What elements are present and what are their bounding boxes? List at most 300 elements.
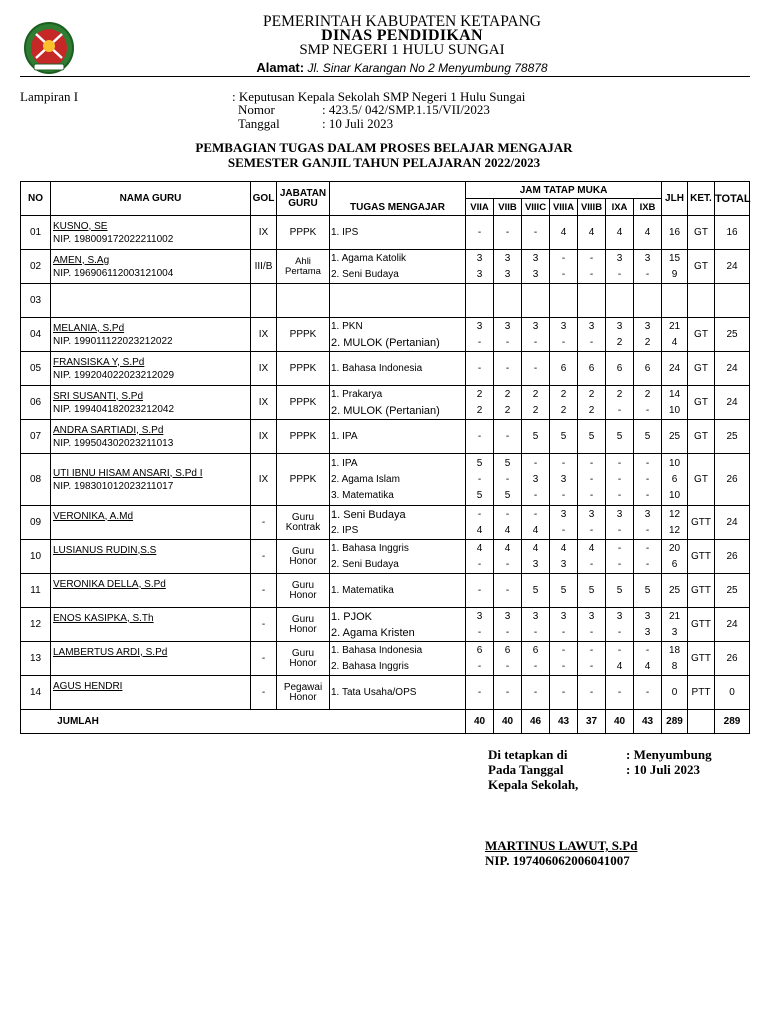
- hours-ixb: [634, 642, 662, 676]
- hour-value: 2: [476, 388, 483, 400]
- teacher-nip: NIP. 198009172022211002: [53, 233, 174, 245]
- hour-value: -: [477, 226, 482, 238]
- hours-viia: [466, 250, 494, 284]
- hours-viiia: [550, 506, 578, 540]
- teacher-gol: IX: [251, 454, 277, 506]
- hour-value: 5: [644, 584, 651, 596]
- ket-cell: GTT: [688, 506, 715, 540]
- hour-value: -: [617, 268, 622, 280]
- hour-value: 4: [476, 542, 483, 554]
- col-class-viiic: VIIIC: [522, 199, 550, 216]
- hours-ixa: [606, 386, 634, 420]
- subject-item: 1. Seni Budaya: [331, 508, 406, 521]
- table-row: [21, 454, 750, 506]
- jlh-cell: [662, 352, 688, 386]
- hour-value: -: [617, 686, 622, 698]
- hours-viiic: [522, 540, 550, 574]
- subjects-cell: [330, 420, 466, 454]
- total-cell: 24: [715, 352, 750, 386]
- total-cell: 26: [715, 642, 750, 676]
- jumlah-label: JUMLAH: [21, 710, 466, 734]
- teacher-name: VERONIKA DELLA, S.Pd: [53, 578, 166, 590]
- jlh-cell: [662, 318, 688, 352]
- jumlah-viiic: 46: [522, 710, 550, 734]
- hour-value: 2: [644, 388, 651, 400]
- hour-value: 2: [476, 404, 483, 416]
- address-label: Alamat:: [256, 60, 305, 75]
- hour-value: -: [505, 473, 510, 485]
- hour-value: -: [589, 336, 594, 348]
- hour-value: 3: [560, 610, 567, 622]
- teacher-gol: -: [251, 574, 277, 608]
- hour-value: 3: [532, 252, 539, 264]
- row-no: 02: [21, 250, 51, 284]
- hour-value: -: [477, 362, 482, 374]
- ket-cell: GTT: [688, 540, 715, 574]
- hour-value: 4: [504, 524, 511, 536]
- hours-viiia: [550, 216, 578, 250]
- row-no: 05: [21, 352, 51, 386]
- ket-cell: GT: [688, 216, 715, 250]
- hour-value: -: [589, 268, 594, 280]
- hours-viiic: [522, 352, 550, 386]
- hour-value: -: [505, 226, 510, 238]
- hours-viia: [466, 284, 494, 318]
- jumlah-ket: [688, 710, 715, 734]
- hours-viiib: [578, 676, 606, 710]
- teacher-cell: [51, 250, 251, 284]
- hour-value: 3: [560, 473, 567, 485]
- hours-viiib: [578, 352, 606, 386]
- hour-value: -: [533, 508, 538, 520]
- teacher-gol: IX: [251, 318, 277, 352]
- hours-viiic: [522, 420, 550, 454]
- col-no: NO: [21, 182, 51, 216]
- hours-viib: [494, 284, 522, 318]
- hour-value: -: [645, 558, 650, 570]
- hours-ixa: [606, 216, 634, 250]
- hour-value: 6: [504, 644, 511, 656]
- hours-viia: [466, 216, 494, 250]
- ket-cell: GT: [688, 420, 715, 454]
- jumlah-ixa: 40: [606, 710, 634, 734]
- hour-value: 2: [644, 336, 651, 348]
- hours-viib: [494, 676, 522, 710]
- teacher-nip: [53, 659, 250, 672]
- hour-value: 6: [532, 644, 539, 656]
- hour-value: 5: [504, 457, 511, 469]
- hour-value: 2: [616, 388, 623, 400]
- hour-value: -: [617, 626, 622, 638]
- col-jam-tatap-muka: JAM TATAP MUKA: [466, 182, 662, 199]
- hour-value: -: [645, 404, 650, 416]
- hours-viiib: [578, 386, 606, 420]
- jlh-cell: [662, 250, 688, 284]
- hours-viiia: [550, 574, 578, 608]
- hour-value: 5: [560, 584, 567, 596]
- teacher-nip: [53, 301, 250, 314]
- title-line-1: PEMBAGIAN TUGAS DALAM PROSES BELAJAR MENGAJAR: [195, 140, 573, 155]
- hour-value: 3: [504, 252, 511, 264]
- hour-value: 5: [476, 457, 483, 469]
- row-no: 04: [21, 318, 51, 352]
- subjects-cell: [330, 608, 466, 642]
- teacher-gol: IX: [251, 216, 277, 250]
- hours-viia: [466, 574, 494, 608]
- hour-value: -: [561, 524, 566, 536]
- hour-value: 3: [532, 610, 539, 622]
- hours-viib: [494, 506, 522, 540]
- teacher-jabatan: Guru Honor: [277, 608, 330, 642]
- hour-value: 3: [644, 626, 651, 638]
- teacher-cell: [51, 574, 251, 608]
- hour-value: 3: [476, 320, 483, 332]
- jlh-cell: [662, 420, 688, 454]
- total-cell: 25: [715, 420, 750, 454]
- hour-value: -: [617, 644, 622, 656]
- hour-value: 3: [588, 508, 595, 520]
- hours-viia: [466, 386, 494, 420]
- teacher-jabatan: PPPK: [277, 318, 330, 352]
- total-cell: 16: [715, 216, 750, 250]
- subjects-cell: [330, 352, 466, 386]
- ket-cell: GTT: [688, 642, 715, 676]
- jlh-value: 21: [668, 610, 681, 622]
- hour-value: 3: [560, 558, 567, 570]
- teacher-nip: [53, 591, 250, 604]
- jlh-value: 10: [668, 489, 681, 501]
- ket-cell: GT: [688, 386, 715, 420]
- jlh-value: 25: [668, 584, 681, 596]
- hour-value: [494, 293, 521, 309]
- subjects-cell: [330, 574, 466, 608]
- row-no: 06: [21, 386, 51, 420]
- table-row: [21, 250, 750, 284]
- hours-viiic: [522, 454, 550, 506]
- table-row: [21, 676, 750, 710]
- teacher-gol: III/B: [251, 250, 277, 284]
- subjects-cell: [330, 540, 466, 574]
- hour-value: -: [505, 336, 510, 348]
- teacher-gol: IX: [251, 352, 277, 386]
- teacher-cell: [51, 506, 251, 540]
- jumlah-viib: 40: [494, 710, 522, 734]
- hour-value: -: [477, 584, 482, 596]
- teacher-gol: IX: [251, 420, 277, 454]
- hours-viia: [466, 642, 494, 676]
- hour-value: 4: [644, 226, 651, 238]
- hours-viia: [466, 318, 494, 352]
- principal-name: MARTINUS LAWUT, S.Pd: [485, 838, 638, 853]
- hour-value: 4: [532, 542, 539, 554]
- principal-nip: NIP. 197406062006041007: [485, 853, 630, 868]
- hour-value: 2: [588, 404, 595, 416]
- ket-cell: GT: [688, 352, 715, 386]
- jlh-value: 14: [668, 388, 681, 400]
- hours-ixa: [606, 420, 634, 454]
- hours-viib: [494, 574, 522, 608]
- hours-ixa: [606, 318, 634, 352]
- hour-value: -: [561, 268, 566, 280]
- jlh-value: 20: [668, 542, 681, 554]
- hours-viib: [494, 250, 522, 284]
- row-no: 10: [21, 540, 51, 574]
- teacher-nip: NIP. 199204022023212029: [53, 369, 175, 381]
- col-class-viiib: VIIIB: [578, 199, 606, 216]
- table-row: [21, 284, 750, 318]
- teacher-jabatan: [277, 284, 330, 318]
- hour-value: -: [533, 626, 538, 638]
- lampiran-label: Lampiran I: [20, 89, 79, 104]
- hour-value: 5: [504, 489, 511, 501]
- total-cell: 25: [715, 574, 750, 608]
- total-cell: 26: [715, 454, 750, 506]
- teacher-nip: [53, 523, 250, 536]
- teacher-jabatan: PPPK: [277, 454, 330, 506]
- teacher-nip: NIP. 196906112003121004: [53, 267, 174, 279]
- hours-viiia: [550, 642, 578, 676]
- hour-value: 5: [616, 430, 623, 442]
- hour-value: 5: [588, 430, 595, 442]
- hours-viiic: [522, 284, 550, 318]
- hours-ixb: [634, 250, 662, 284]
- hour-value: -: [505, 508, 510, 520]
- lampiran-keputusan: : Keputusan Kepala Sekolah SMP Negeri 1 Hulu Sungai: [232, 89, 526, 104]
- hours-viiib: [578, 608, 606, 642]
- subject-item: 3. Matematika: [331, 489, 394, 501]
- hours-viiic: [522, 216, 550, 250]
- hour-value: 6: [588, 362, 595, 374]
- subject-item: 1. Prakarya: [331, 388, 383, 400]
- hour-value: 3: [644, 320, 651, 332]
- jlh-value: 4: [671, 336, 678, 348]
- hour-value: 4: [560, 542, 567, 554]
- subject-item: 1. PJOK: [331, 610, 372, 623]
- hour-value: 5: [644, 430, 651, 442]
- hour-value: -: [505, 584, 510, 596]
- subject-item: 1. Bahasa Indonesia: [331, 644, 423, 656]
- jumlah-viiia: 43: [550, 710, 578, 734]
- subject-item: 2. MULOK (Pertanian): [331, 336, 440, 349]
- subject-item: 1. IPA: [331, 430, 358, 442]
- jlh-cell: [662, 506, 688, 540]
- title-line-2: SEMESTER GANJIL TAHUN PELAJARAN 2022/2023: [227, 155, 541, 170]
- jlh-cell: [662, 642, 688, 676]
- teacher-name: UTI IBNU HISAM ANSARI, S.Pd I: [53, 467, 203, 479]
- teacher-nip: [53, 625, 250, 638]
- hours-viiic: [522, 642, 550, 676]
- hours-viib: [494, 386, 522, 420]
- row-no: 13: [21, 642, 51, 676]
- ket-cell: GT: [688, 318, 715, 352]
- hours-viiib: [578, 250, 606, 284]
- hour-value: -: [561, 252, 566, 264]
- hour-value: -: [477, 686, 482, 698]
- col-jabatan: JABATAN GURU: [277, 182, 330, 216]
- teacher-cell: [51, 386, 251, 420]
- hour-value: 3: [588, 320, 595, 332]
- hours-ixa: [606, 608, 634, 642]
- hours-viia: [466, 608, 494, 642]
- hour-value: -: [589, 558, 594, 570]
- hour-value: -: [477, 430, 482, 442]
- hour-value: -: [561, 644, 566, 656]
- hour-value: 2: [504, 404, 511, 416]
- jumlah-jlh: 289: [662, 710, 688, 734]
- header-school: SMP NEGERI 1 HULU SUNGAI: [299, 42, 505, 58]
- teacher-name: [53, 288, 250, 301]
- subject-item: 2. Bahasa Inggris: [331, 660, 409, 672]
- total-cell: 24: [715, 250, 750, 284]
- table-row: [21, 386, 750, 420]
- teacher-name: LUSIANUS RUDIN,S.S: [53, 544, 157, 556]
- ket-cell: PTT: [688, 676, 715, 710]
- jumlah-viiib: 37: [578, 710, 606, 734]
- total-cell: 25: [715, 318, 750, 352]
- subjects-cell: [330, 642, 466, 676]
- teacher-jabatan: PPPK: [277, 352, 330, 386]
- hour-value: -: [477, 558, 482, 570]
- table-row: [21, 540, 750, 574]
- hour-value: -: [561, 660, 566, 672]
- hour-value: [522, 293, 549, 309]
- row-no: 14: [21, 676, 51, 710]
- hour-value: 6: [616, 362, 623, 374]
- hour-value: 4: [644, 660, 651, 672]
- hour-value: -: [505, 660, 510, 672]
- jlh-value: 12: [668, 524, 681, 536]
- ket-cell: [688, 284, 715, 318]
- teacher-name: SRI SUSANTI, S.Pd: [53, 390, 144, 402]
- jlh-value: 18: [668, 644, 681, 656]
- hour-value: -: [589, 660, 594, 672]
- hour-value: -: [561, 336, 566, 348]
- table-row: [21, 642, 750, 676]
- hour-value: -: [645, 686, 650, 698]
- sign-ditetapkan-label: Di tetapkan di: [488, 747, 568, 762]
- jlh-value: 8: [671, 660, 678, 672]
- teacher-gol: -: [251, 506, 277, 540]
- hours-viia: [466, 352, 494, 386]
- hour-value: 3: [560, 320, 567, 332]
- teacher-cell: [51, 318, 251, 352]
- header-address: [18, 60, 768, 75]
- hour-value: 4: [588, 226, 595, 238]
- hours-viiia: [550, 386, 578, 420]
- subjects-cell: [330, 318, 466, 352]
- col-jlh: JLH: [662, 182, 688, 216]
- hour-value: 6: [560, 362, 567, 374]
- row-no: 07: [21, 420, 51, 454]
- teacher-gol: -: [251, 676, 277, 710]
- total-cell: 0: [715, 676, 750, 710]
- hour-value: -: [589, 252, 594, 264]
- hours-viiic: [522, 574, 550, 608]
- subject-item: 2. IPS: [331, 524, 359, 536]
- hours-ixa: [606, 676, 634, 710]
- hours-viiic: [522, 386, 550, 420]
- teacher-cell: [51, 540, 251, 574]
- hour-value: 5: [476, 489, 483, 501]
- jumlah-viia: 40: [466, 710, 494, 734]
- hour-value: -: [533, 686, 538, 698]
- document-title: [0, 140, 768, 170]
- teacher-name: AGUS HENDRI: [53, 680, 123, 692]
- hour-value: -: [645, 524, 650, 536]
- col-class-viiia: VIIIA: [550, 199, 578, 216]
- hour-value: [578, 293, 605, 309]
- hour-value: [634, 293, 661, 309]
- hour-value: -: [617, 558, 622, 570]
- hour-value: 3: [532, 320, 539, 332]
- hour-value: 4: [616, 226, 623, 238]
- teacher-jabatan: PPPK: [277, 420, 330, 454]
- hour-value: -: [505, 626, 510, 638]
- hours-ixb: [634, 454, 662, 506]
- header-agency: DINAS PENDIDIKAN: [321, 27, 483, 44]
- jlh-cell: [662, 574, 688, 608]
- hour-value: 4: [476, 524, 483, 536]
- hours-ixb: [634, 608, 662, 642]
- hours-ixa: [606, 506, 634, 540]
- subjects-cell: [330, 250, 466, 284]
- table-row: [21, 506, 750, 540]
- ket-cell: GTT: [688, 608, 715, 642]
- hours-viiib: [578, 506, 606, 540]
- subject-item: 1. Bahasa Indonesia: [331, 362, 423, 374]
- hour-value: 3: [644, 610, 651, 622]
- lampiran-nomor: : 423.5/ 042/SMP.1.15/VII/2023: [322, 102, 490, 117]
- jumlah-total: 289: [715, 710, 750, 734]
- total-cell: 26: [715, 540, 750, 574]
- hours-viiib: [578, 454, 606, 506]
- hours-viiia: [550, 250, 578, 284]
- hour-value: 6: [644, 362, 651, 374]
- hour-value: -: [533, 457, 538, 469]
- hour-value: -: [533, 362, 538, 374]
- hour-value: 3: [476, 268, 483, 280]
- subject-item: 1. PKN: [331, 320, 363, 332]
- hours-viiib: [578, 420, 606, 454]
- hour-value: -: [617, 489, 622, 501]
- table-row: [21, 574, 750, 608]
- jlh-value: 10: [668, 404, 681, 416]
- hours-viiib: [578, 216, 606, 250]
- teacher-name: VERONIKA, A.Md: [53, 510, 134, 522]
- hours-viiia: [550, 540, 578, 574]
- subjects-cell: [330, 284, 466, 318]
- hour-value: -: [505, 686, 510, 698]
- ket-cell: GT: [688, 454, 715, 506]
- col-total: TOTAL: [715, 182, 750, 216]
- hour-value: -: [477, 473, 482, 485]
- col-tugas: TUGAS MENGAJAR: [330, 182, 466, 216]
- hour-value: -: [645, 489, 650, 501]
- hour-value: 2: [532, 404, 539, 416]
- hour-value: -: [589, 489, 594, 501]
- hours-ixa: [606, 352, 634, 386]
- teacher-name: AMEN, S.Ag: [53, 254, 110, 266]
- hour-value: [466, 293, 493, 309]
- total-cell: 24: [715, 506, 750, 540]
- subject-item: 1. IPS: [331, 226, 359, 238]
- row-no: 12: [21, 608, 51, 642]
- header-government: PEMERINTAH KABUPATEN KETAPANG: [263, 13, 541, 30]
- address-text: Jl. Sinar Karangan No 2 Menyumbung 78878: [307, 61, 548, 75]
- hour-value: 5: [532, 584, 539, 596]
- hour-value: -: [617, 542, 622, 554]
- hour-value: -: [533, 336, 538, 348]
